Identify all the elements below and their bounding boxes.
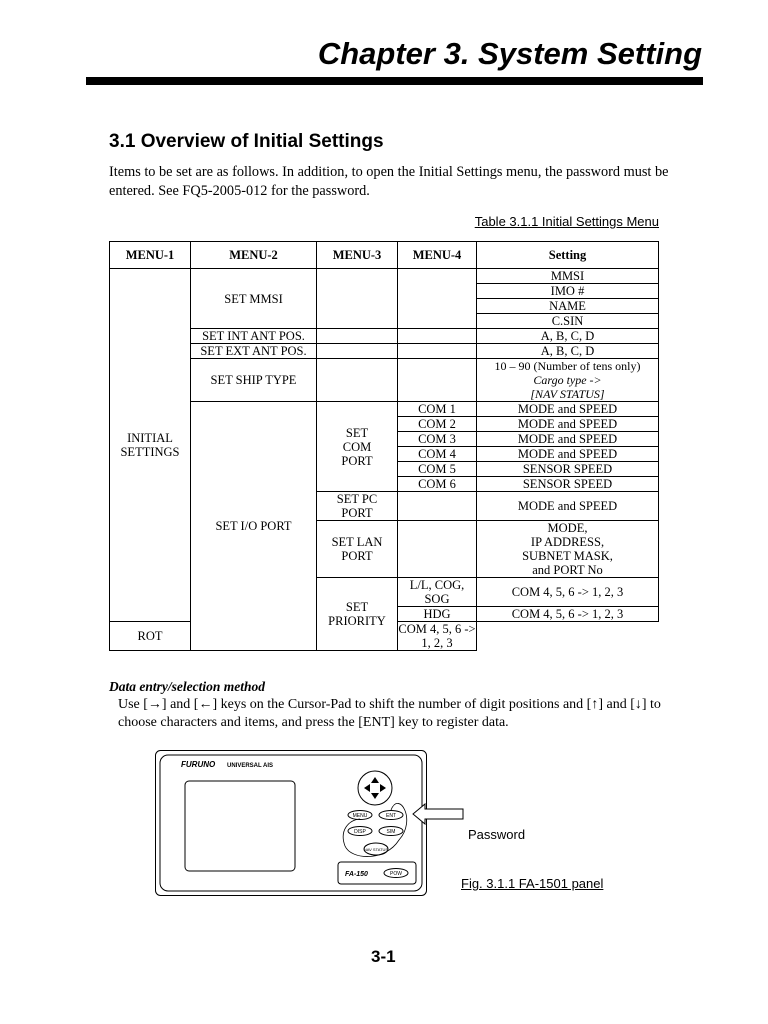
table-header-row [110, 242, 659, 269]
setting-ship-type [477, 359, 659, 402]
title-rule [86, 77, 703, 85]
setting-cell: IMO # [477, 284, 659, 299]
setting-cell: SENSOR SPEED [477, 477, 659, 492]
menu3-set-pc-port: SET PC PORT [317, 492, 398, 521]
menu1-initial-settings: INITIAL SETTINGS [110, 269, 191, 622]
header-menu-1: MENU-1 [110, 242, 191, 269]
setting-cell: and PORT No [477, 563, 659, 578]
setting-cell: MODE and SPEED [477, 492, 659, 521]
menu4-empty [398, 521, 477, 578]
menu4-empty [398, 492, 477, 521]
pow-key-label: POW [390, 871, 402, 877]
model-label: FA-150 [345, 871, 368, 878]
menu4-empty [398, 269, 477, 329]
menu4-priority: ROT [110, 622, 191, 651]
sim-key-label: SIM [386, 829, 396, 835]
setting-cell: MODE and SPEED [477, 447, 659, 462]
setting-cell: SENSOR SPEED [477, 462, 659, 477]
setting-cell: A, B, C, D [477, 329, 659, 344]
password-label: Password [468, 827, 526, 842]
disp-key-label: DISP [354, 829, 366, 835]
ship-type-nav-status: [NAV STATUS] [530, 387, 605, 401]
chapter-title: Chapter 3. System Setting [317, 36, 702, 71]
menu4-com: COM 5 [398, 462, 477, 477]
panel-display-screen [185, 781, 295, 871]
menu4-com: COM 4 [398, 447, 477, 462]
table-row [110, 269, 659, 284]
menu3-empty [317, 359, 398, 402]
menu3-empty [317, 269, 398, 329]
header-setting: Setting [477, 242, 659, 269]
setting-cell: COM 4, 5, 6 -> 1, 2, 3 [477, 578, 659, 607]
setting-cell: COM 4, 5, 6 -> 1, 2, 3 [477, 607, 659, 622]
menu4-priority: L/L, COG, SOG [398, 578, 477, 607]
menu3-empty [317, 344, 398, 359]
setting-cell: NAME [477, 299, 659, 314]
menu2-set-mmsi: SET MMSI [191, 269, 317, 329]
menu4-empty [398, 359, 477, 402]
menu2-set-io-port: SET I/O PORT [191, 402, 317, 651]
header-menu-3: MENU-3 [317, 242, 398, 269]
setting-cell: MMSI [477, 269, 659, 284]
setting-cell: MODE and SPEED [477, 432, 659, 447]
hollow-arrow-icon [412, 803, 464, 825]
menu2-set-ext-ant-pos: SET EXT ANT POS. [191, 344, 317, 359]
menu2-set-int-ant-pos: SET INT ANT POS. [191, 329, 317, 344]
ship-type-range: 10 – 90 (Number of tens only) [494, 359, 641, 373]
setting-cell: A, B, C, D [477, 344, 659, 359]
menu4-priority: HDG [398, 607, 477, 622]
menu2-set-ship-type: SET SHIP TYPE [191, 359, 317, 402]
menu4-com: COM 2 [398, 417, 477, 432]
initial-settings-table [109, 241, 659, 651]
cursor-pad [358, 771, 392, 805]
menu4-com: COM 3 [398, 432, 477, 447]
menu3-set-lan-port: SET LAN PORT [317, 521, 398, 578]
section-heading: 3.1 Overview of Initial Settings [109, 131, 384, 152]
setting-cell: MODE and SPEED [477, 417, 659, 432]
menu3-set-com-port: SET COM PORT [317, 402, 398, 492]
setting-cell: SUBNET MASK, [477, 549, 659, 563]
menu3-set-priority: SET PRIORITY [317, 578, 398, 651]
table-caption: Table 3.1.1 Initial Settings Menu [474, 214, 659, 229]
setting-cell: COM 4, 5, 6 -> 1, 2, 3 [398, 622, 476, 650]
setting-cell: IP ADDRESS, [477, 535, 659, 549]
table-row [110, 402, 659, 417]
table-row [110, 329, 659, 344]
setting-cell: C.SIN [477, 314, 659, 329]
setting-cell: MODE, [477, 521, 659, 536]
panel-product: UNIVERSAL AIS [227, 763, 274, 769]
intro-paragraph: Items to be set are as follows. In addition, to open the Initial Settings menu, the password must be entered. See FQ5-2005-012 for the password. [109, 164, 669, 199]
header-menu-4: MENU-4 [398, 242, 477, 269]
menu4-com: COM 1 [398, 402, 477, 417]
setting-cell: MODE and SPEED [477, 402, 659, 417]
panel-brand: FURUNO [181, 760, 216, 769]
menu-key-label: MENU [352, 813, 368, 819]
ship-type-cargo: Cargo type -> [533, 373, 602, 387]
figure-caption: Fig. 3.1.1 FA-1501 panel [461, 876, 604, 891]
menu4-empty [398, 344, 477, 359]
method-heading: Data entry/selection method [109, 679, 265, 694]
method-paragraph: Use [→] and [←] keys on the Cursor-Pad to shift the number of digit positions and [↑] and [↓] to choose characters and items, and press the [ENT] key to register data. [118, 697, 661, 730]
nav-status-key-label: NAV STATUS [363, 847, 389, 852]
menu4-com: COM 6 [398, 477, 477, 492]
page-number: 3-1 [371, 947, 396, 966]
menu4-empty [398, 329, 477, 344]
header-menu-2: MENU-2 [191, 242, 317, 269]
ent-key-label: ENT [386, 813, 396, 819]
menu3-empty [317, 329, 398, 344]
fa150-panel-illustration [155, 750, 427, 896]
